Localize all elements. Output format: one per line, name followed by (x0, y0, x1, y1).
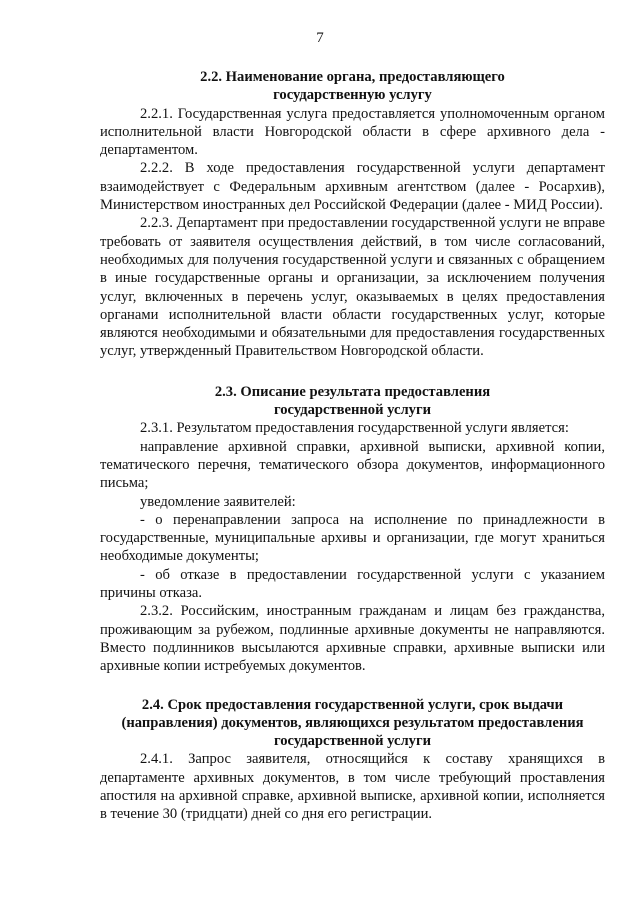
section-2-3 (100, 383, 605, 676)
section-heading (100, 68, 605, 105)
paragraph-2-3-2: 2.3.2. Российским, иностранным гражданам и лицам без гражданства, проживающим за рубежом, подлинные архивные документы не направляются. Вместо подлинников высылаются архивные справки, архивные выписки или архивные копии истребуемых документов. (100, 603, 605, 675)
section-2-4 (100, 696, 605, 824)
heading-line: государственной услуги (273, 733, 432, 750)
paragraph-result-list: направление архивной справки, архивной выписки, архивной копии, тематического перечня, тематического обзора документов, информационного письма; (100, 438, 605, 492)
paragraph-notification: уведомление заявителей: (140, 493, 296, 510)
section-2-2 (100, 68, 605, 361)
paragraph-2-4-1: 2.4.1. Запрос заявителя, относящийся к составу хранящихся в департаменте архивных документов, в том числе требующий проставления апостиля на архивной справке, архивной выписке, архивной копии, исполняется в течение 30 (тридцати) дней со дня его регистрации. (100, 751, 605, 823)
heading-line: государственной услуги (273, 402, 432, 419)
heading-line: (направления) документов, являющихся результатом предоставления (121, 714, 584, 731)
paragraph-2-2-1: 2.2.1. Государственная услуга предоставляется уполномоченным органом исполнительной власти Новгородской области в сфере архивного дела - департаментом. (100, 105, 605, 159)
paragraph-2-3-1: 2.3.1. Результатом предоставления государственной услуги является: (140, 420, 569, 437)
paragraph-redirect: - о перенаправлении запроса на исполнение по принадлежности в государственные, муниципальные архивы и организации, где могут храниться необходимые документы; (100, 511, 605, 565)
heading-line: 2.2. Наименование органа, предоставляющего (200, 69, 505, 85)
heading-line: 2.4. Срок предоставления государственной услуги, срок выдачи (141, 696, 564, 713)
heading-line: государственную услугу (273, 87, 432, 104)
document-body (100, 68, 605, 824)
page-number: 7 (316, 30, 324, 46)
section-heading (100, 383, 605, 420)
paragraph-refusal: - об отказе в предоставлении государственной услуги с указанием причины отказа. (100, 566, 605, 602)
paragraph-2-2-3: 2.2.3. Департамент при предоставлении государственной услуги не вправе требовать от заявителя осуществления действий, в том числе согласований, необходимых для получения государственной услуги и связанных с обращением в иные государственные органы и организации, за исключением получения услуг, включенных в перечень услуг, оказываемых в целях предоставления органами исполнительной власти области государственных услуг, которые являются необходимыми и обязательными для предоставления государственных услуг, утвержденный Правительством Новгородской области. (100, 215, 605, 360)
paragraph-2-2-2: 2.2.2. В ходе предоставления государственной услуги департамент взаимодействует с Федеральным архивным агентством (далее - Росархив), Министерством иностранных дел Российской Федерации (далее - МИД России). (100, 160, 605, 214)
heading-line: 2.3. Описание результата предоставления (214, 383, 491, 400)
section-heading (100, 696, 605, 751)
